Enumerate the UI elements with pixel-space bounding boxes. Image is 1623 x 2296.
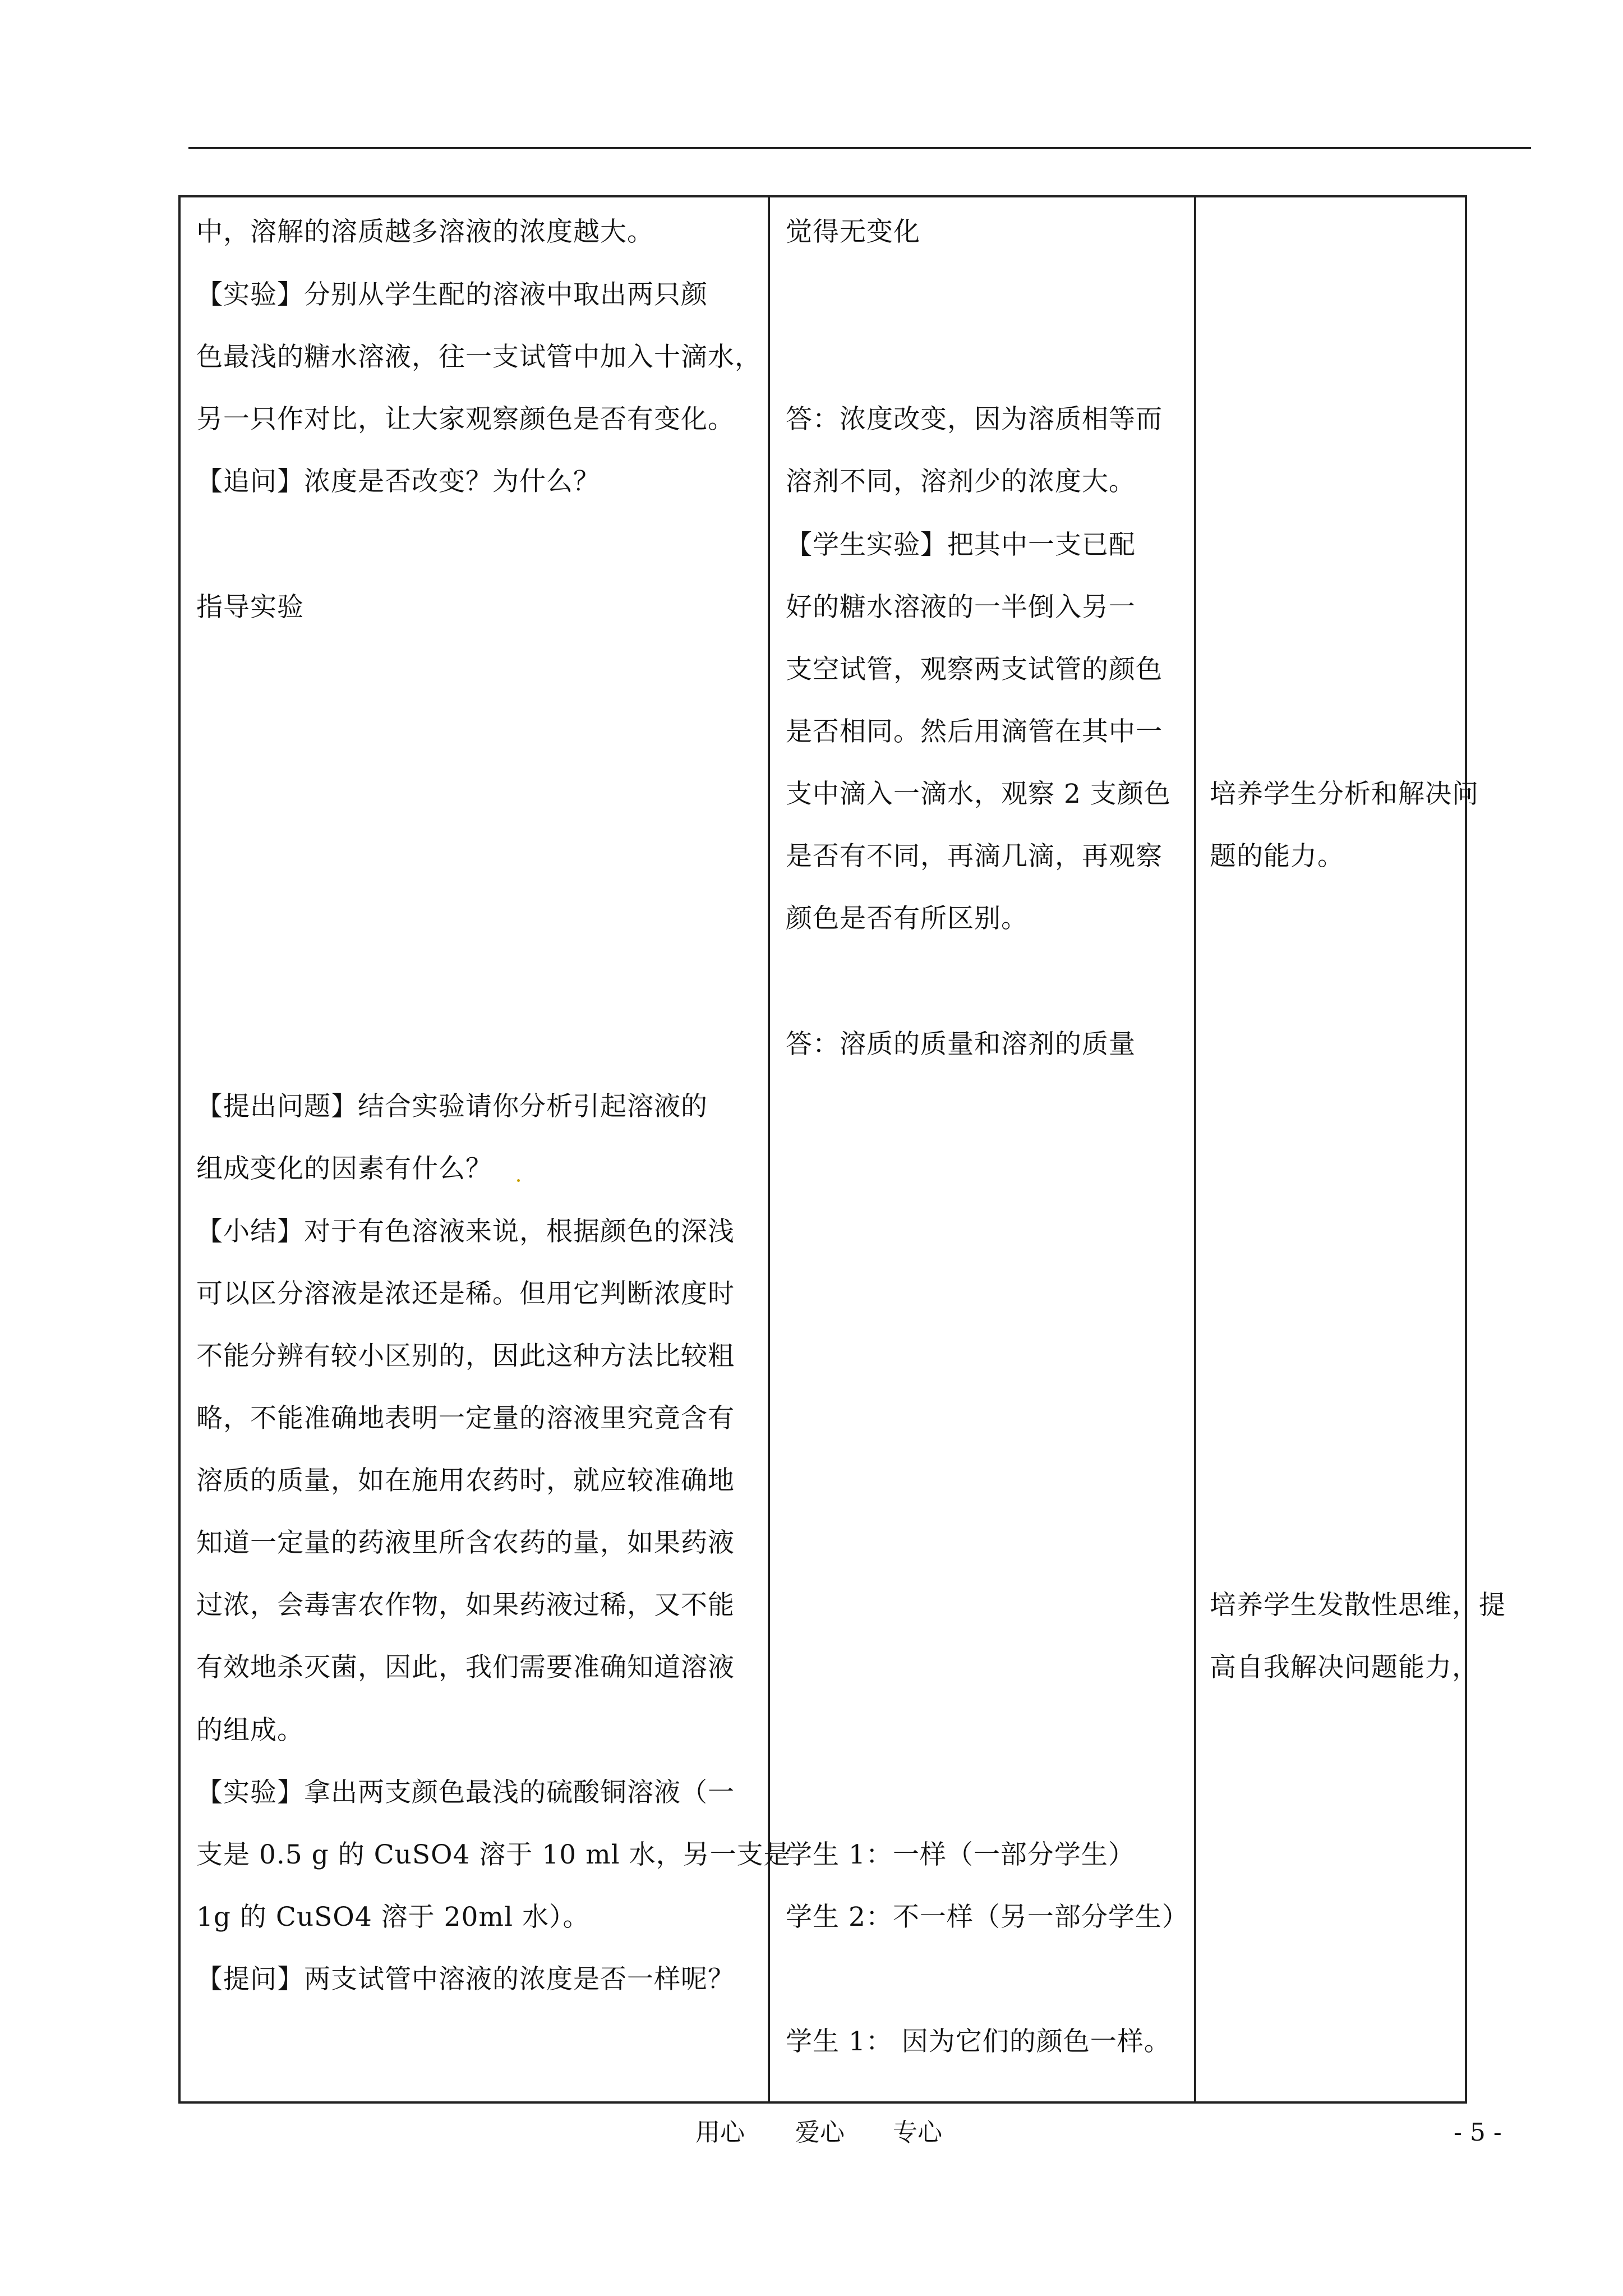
teacher-line: 【实验】拿出两支颜色最浅的硫酸铜溶液（一	[196, 1777, 735, 1808]
teacher-line: 另一只作对比，让大家观察颜色是否有变化。	[196, 404, 735, 435]
teacher-line: 1g 的 CuSO4 溶于 20ml 水）。	[196, 1902, 590, 1932]
teacher-line: 过浓，会毒害农作物，如果药液过稀，又不能	[196, 1590, 735, 1621]
student-line: 【学生实验】把其中一支已配	[786, 530, 1136, 560]
teacher-line: 不能分辨有较小区别的，因此这种方法比较粗	[196, 1341, 735, 1372]
intent-line: 高自我解决问题能力，	[1210, 1652, 1479, 1683]
teacher-line: 【实验】分别从学生配的溶液中取出两只颜	[196, 279, 708, 310]
student-line: 好的糖水溶液的一半倒入另一	[786, 592, 1136, 623]
teacher-line: 【提出问题】结合实验请你分析引起溶液的	[196, 1091, 708, 1122]
teacher-line: 【小结】对于有色溶液来说，根据颜色的深浅	[196, 1216, 735, 1247]
student-line: 颜色是否有所区别。	[786, 903, 1028, 934]
student-line: 是否有不同，再滴几滴，再观察	[786, 841, 1163, 872]
teaching-intent-column	[1196, 197, 1506, 2101]
teacher-line: 知道一定量的药液里所含农药的量，如果药液	[196, 1527, 735, 1558]
teacher-line: 色最浅的糖水溶液，往一支试管中加入十滴水，	[196, 342, 762, 372]
intent-line: 培养学生分析和解决问	[1210, 779, 1479, 809]
student-line: 学生 1：一样（一部分学生）	[786, 1839, 1135, 1870]
header-rule	[188, 147, 1531, 149]
teacher-line: 组成变化的因素有什么？	[196, 1153, 492, 1184]
student-line: 觉得无变化	[786, 217, 920, 247]
teacher-activity-column	[181, 197, 791, 2101]
footer-motto-3: 专心	[893, 2118, 942, 2147]
footer-motto-2: 爱心	[795, 2118, 845, 2147]
student-line: 支中滴入一滴水，观察 2 支颜色	[786, 779, 1171, 809]
lesson-table	[178, 195, 1506, 2104]
intent-line: 题的能力。	[1210, 841, 1344, 872]
teacher-line: 【追问】浓度是否改变？为什么？	[196, 466, 600, 497]
teacher-line: 略，不能准确地表明一定量的溶液里究竟含有	[196, 1403, 735, 1434]
teacher-line: 的组成。	[196, 1715, 304, 1746]
teacher-line: 支是 0.5 g 的 CuSO4 溶于 10 ml 水，另一支是	[196, 1839, 791, 1870]
student-line: 支空试管，观察两支试管的颜色	[786, 654, 1163, 685]
footer-motto-1: 用心	[695, 2118, 745, 2147]
teacher-line: 有效地杀灭菌，因此，我们需要准确知道溶液	[196, 1652, 735, 1683]
teacher-line: 可以区分溶液是浓还是稀。但用它判断浓度时	[196, 1278, 735, 1309]
teacher-line: 指导实验	[196, 592, 304, 623]
teacher-line: 中，溶解的溶质越多溶液的浓度越大。	[196, 217, 654, 247]
student-line: 答：溶质的质量和溶剂的质量	[786, 1029, 1136, 1060]
page-number: - 5 -	[1454, 2118, 1502, 2147]
intent-line: 培养学生发散性思维，提	[1210, 1590, 1506, 1621]
student-activity-column	[770, 197, 1196, 2101]
student-line: 答：浓度改变，因为溶质相等而	[786, 404, 1163, 435]
teacher-line: 溶质的质量，如在施用农药时，就应较准确地	[196, 1465, 735, 1496]
student-line: 学生 1： 因为它们的颜色一样。	[786, 2026, 1171, 2057]
student-line: 是否相同。然后用滴管在其中一	[786, 716, 1163, 747]
student-line: 溶剂不同，溶剂少的浓度大。	[786, 466, 1136, 497]
student-line: 学生 2：不一样（另一部分学生）	[786, 1902, 1189, 1932]
stray-dot	[517, 1179, 520, 1182]
teacher-line: 【提问】两支试管中溶液的浓度是否一样呢？	[196, 1964, 735, 1995]
